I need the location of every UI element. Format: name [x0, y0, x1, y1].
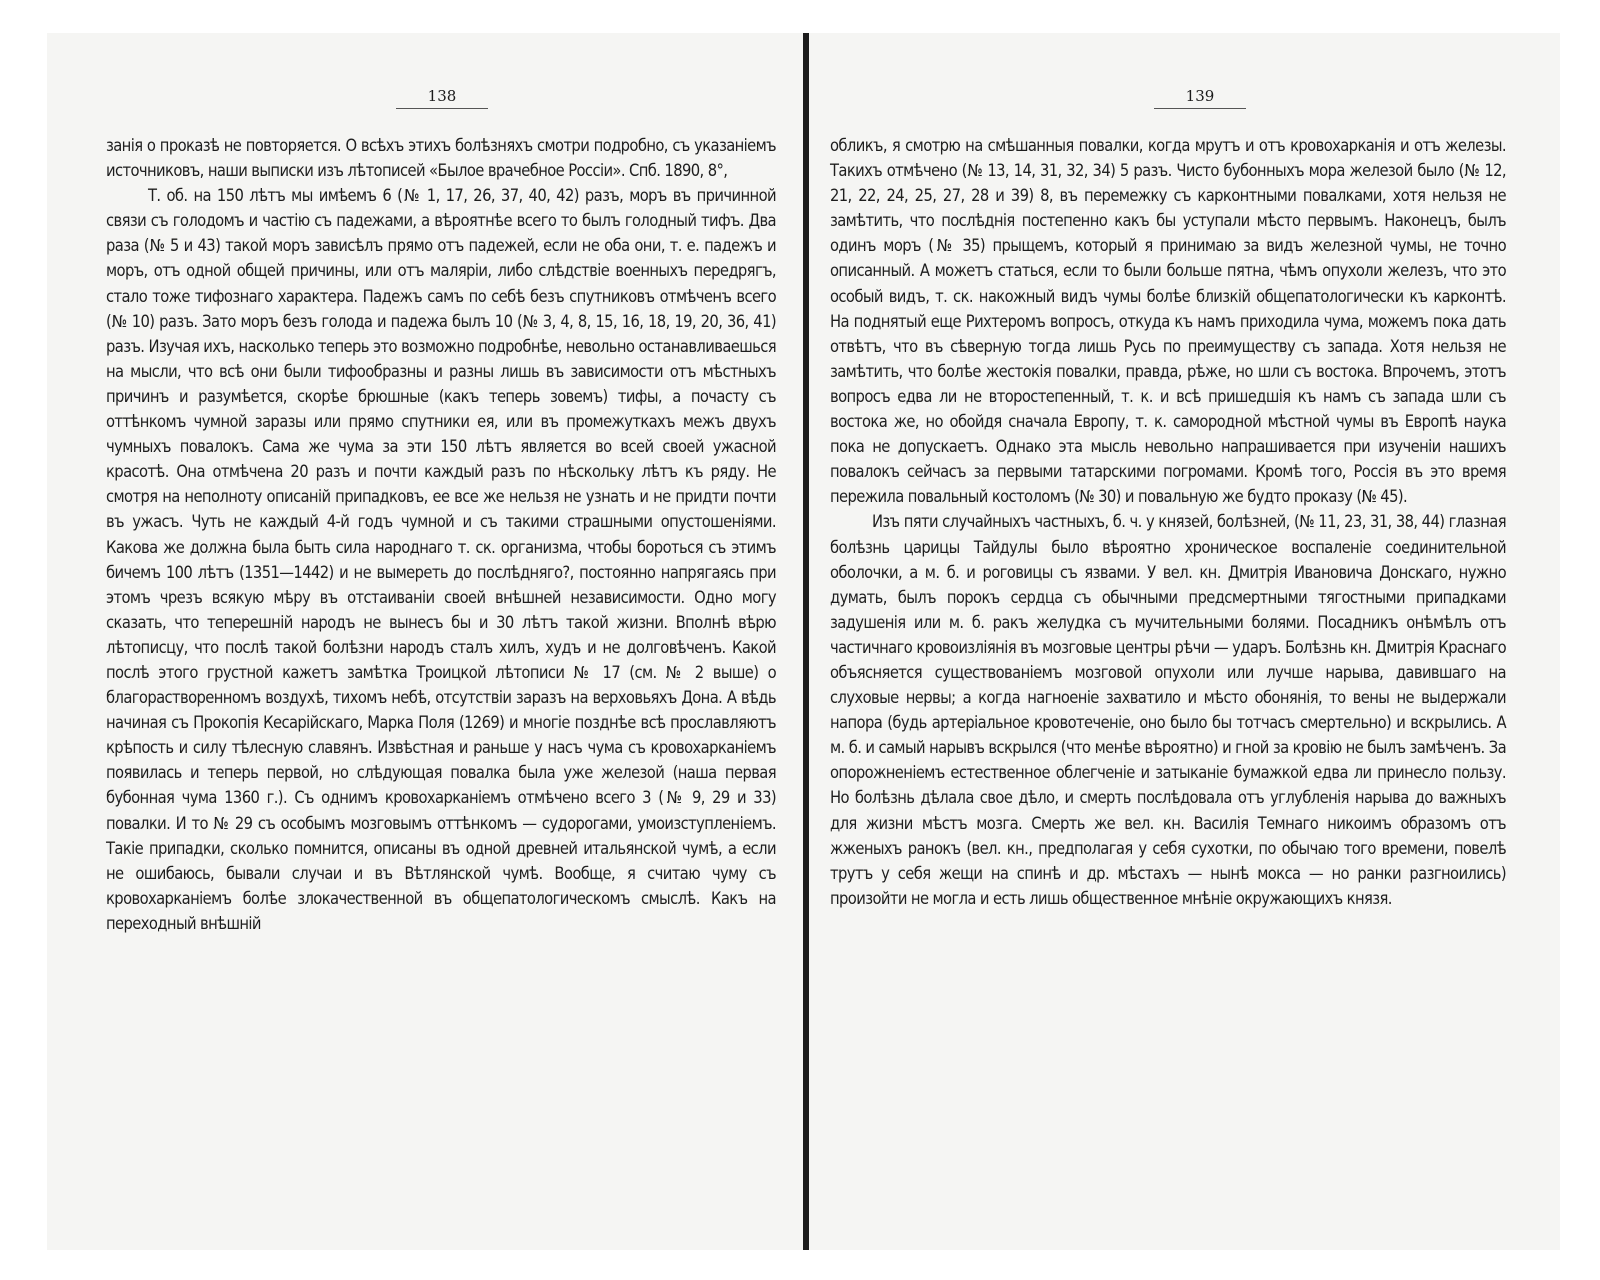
- book-spread: [47, 33, 1560, 1250]
- left-page: [47, 33, 799, 1250]
- right-page: [815, 33, 1560, 1250]
- book-gutter: [803, 33, 809, 1250]
- body-text: [830, 133, 1506, 911]
- page-number-rule: [396, 108, 488, 109]
- page-number: 139: [1185, 87, 1215, 105]
- page-number-rule: [1154, 108, 1246, 109]
- paragraph: занія о проказѣ не повторяется. О всѣхъ этихъ болѣзняхъ смотри подробно, съ указаніемъ источниковъ, наши выписки изъ лѣтописей «Былое врачебное Россіи». Спб. 1890, 8°,: [106, 136, 776, 181]
- page-number: 138: [427, 87, 457, 105]
- paragraph: обликъ, я смотрю на смѣшанныя повалки, когда мрутъ и отъ кровохарканія и отъ железы. Такихъ отмѣчено (№ 13, 14, 31, 32, 34) 5 разъ. Чисто бубонныхъ мора железой было (№ 12, 21, 22, 24, 25, 27, 28 и 39) 8, въ перемежку съ карконтными повалками, хотя нельзя не замѣтить, что послѣднія постепенно какъ бы уступали мѣсто первымъ. Наконецъ, былъ одинъ моръ (№ 35) прыщемъ, который я принимаю за видъ железной чумы, не точно описанный. А можетъ статься, если то были больше пятна, чѣмъ опухоли железъ, что это особый видъ, т. ск. накожный видъ чумы болѣе близкій общепатологически къ карконтѣ. На поднятый еще Рихтеромъ вопросъ, откуда къ намъ приходила чума, можемъ пока дать отвѣтъ, что въ сѣверную тогда лишь Русь по преимуществу съ запада. Хотя нельзя не замѣтить, что болѣе жестокія повалки, правда, рѣже, но шли съ востока. Впрочемъ, этотъ вопросъ едва ли не второстепенный, т. к. и всѣ пришедшія къ намъ съ запада шли съ востока же, но обойдя сначала Европу, т. к. самородной мѣстной чумы въ Европѣ наука пока не допускаетъ. Однако эта мысль невольно напрашивается при изученіи нашихъ повалокъ сейчасъ за первыми татарскими погромами. Кромѣ того, Россія въ это время пережила повальный костоломъ (№ 30) и повальную же будто проказу (№ 45).: [830, 136, 1506, 507]
- body-text: [106, 133, 776, 936]
- paragraph: Изъ пяти случайныхъ частныхъ, б. ч. у князей, болѣзней, (№ 11, 23, 31, 38, 44) глазная болѣзнь царицы Тайдулы было вѣроятно хроническое воспаленіе соединительной оболочки, а м. б. и роговицы съ язвами. У вел. кн. Дмитрія Ивановича Донскаго, нужно думать, былъ порокъ сердца съ обычными предсмертными тягостными припадками задушенія или м. б. ракъ желудка съ мучительными болями. Посадникъ онѣмѣлъ отъ частичнаго кровоизліянія въ мозговые центры рѣчи — ударъ. Болѣзнь кн. Дмитрія Краснаго объясняется существованіемъ мозговой опухоли или лучше нарыва, давившаго на слуховые нервы; а когда нагноеніе захватило и мѣсто обонянія, то вены не выдержали напора (будь артеріальное кровотеченіе, оно было бы тотчасъ смертельно) и вскрылись. А м. б. и самый нарывъ вскрылся (что менѣе вѣроятно) и гной за кровію не былъ замѣченъ. За опорожненіемъ естественное облегченіе и затыканіе бумажкой едва ли принесло пользу. Но болѣзнь дѣлала свое дѣло, и смерть послѣдовала отъ углубленія нарыва до важныхъ для жизни мѣстъ мозга. Смерть же вел. кн. Василія Темнаго никоимъ образомъ отъ жженыхъ ранокъ (вел. кн., предполагая у себя сухотки, по обычаю того времени, повелѣ трутъ у себя жещи на спинѣ и др. мѣстахъ — нынѣ моксa — но ранки разгноились) произойти не могла и есть лишь общественное мнѣніе окружающихъ князя.: [830, 512, 1506, 908]
- paragraph: Т. об. на 150 лѣтъ мы имѣемъ 6 (№ 1, 17, 26, 37, 40, 42) разъ, моръ въ причинной связи съ голодомъ и частію съ падежами, а вѣроятнѣе всего то былъ голодный тифъ. Два раза (№ 5 и 43) такой моръ зависѣлъ прямо отъ падежей, если не оба они, т. е. падежъ и моръ, отъ одной общей причины, или отъ маляріи, либо слѣдствіе военныхъ передрягъ, стало тоже тифознаго характера. Падежъ самъ по себѣ безъ спутниковъ отмѣченъ всего (№ 10) разъ. Зато моръ безъ голода и падежа былъ 10 (№ 3, 4, 8, 15, 16, 18, 19, 20, 36, 41) разъ. Изучая ихъ, насколько теперь это возможно подробнѣе, невольно останавливаешься на мысли, что всѣ они были тифообразны и разны лишь въ зависимости отъ мѣстныхъ причинъ и разумѣется, скорѣе брюшные (какъ теперь зовемъ) тифы, а почасту съ оттѣнкомъ чумной заразы или прямо спутники ея, или въ промежуткахъ межъ двухъ чумныхъ повалокъ. Сама же чума за эти 150 лѣтъ является во всей своей ужасной красотѣ. Она отмѣчена 20 разъ и почти каждый разъ по нѣскольку лѣтъ къ ряду. Не смотря на неполноту описаній припадковъ, ее все же нельзя не узнать и не придти почти въ ужасъ. Чуть не каждый 4-й годъ чумной и съ такими страшными опустошеніями. Какова же должна была быть сила народнаго т. ск. организма, чтобы бороться съ этимъ бичемъ 100 лѣтъ (1351—1442) и не вымереть до послѣдняго?, постоянно напрягаясь при этомъ чрезъ всякую мѣру въ отстаиваніи своей внѣшней независимости. Одно могу сказать, что теперешній народъ не вынесъ бы и 30 лѣтъ такой жизни. Вполнѣ вѣрю лѣтописцу, что послѣ такой болѣзни народъ сталъ хилъ, худъ и не долговѣченъ. Какой послѣ этого грустной кажетъ замѣтка Троицкой лѣтописи № 17 (см. № 2 выше) о благорастворенномъ воздухѣ, тихомъ небѣ, отсутствіи заразъ на верховьяхъ Дона. А вѣдь начиная съ Прокопія Кесарійскаго, Марка Поля (1269) и многіе позднѣе всѣ прославляютъ крѣпость и силу тѣлесную славянъ. Извѣстная и раньше у насъ чума съ кровохарканіемъ появилась и теперь первой, но слѣдующая повалка была уже железой (наша первая бубонная чума 1360 г.). Съ однимъ кровохарканіемъ отмѣчено всего 3 (№ 9, 29 и 33) повалки. И то № 29 съ особымъ мозговымъ оттѣнкомъ — судорогами, умоизступленіемъ. Такіе припадки, сколько помнится, описаны въ одной древней итальянской чумѣ, а если не ошибаюсь, бывали случаи и въ Вѣтлянской чумѣ. Вообще, я считаю чуму съ кровохарканіемъ болѣе злокачественной въ общепатологическомъ смыслѣ. Какъ на переходный внѣшній: [106, 186, 776, 933]
